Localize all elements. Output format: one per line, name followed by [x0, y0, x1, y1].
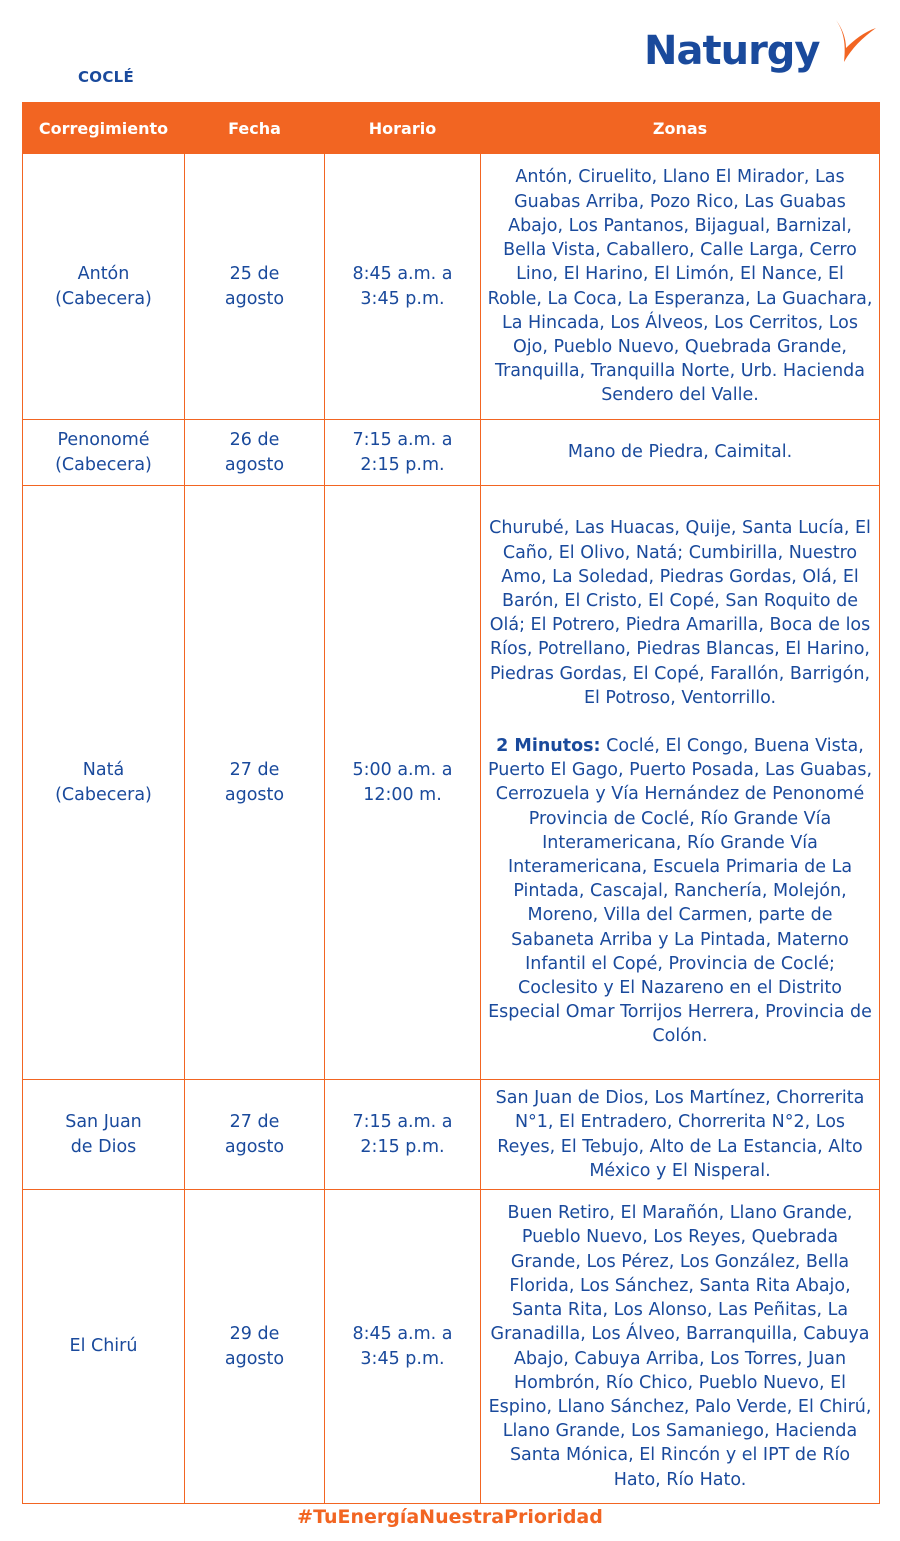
- cell-fecha: 29 de agosto: [185, 1190, 325, 1504]
- zonas-extra-text: Coclé, El Congo, Buena Vista, Puerto El Gago, Puerto Posada, Las Guabas, Cerrozuela y Vía Hernández de Penonomé Provincia de Coclé, Río Grande Vía Interamericana, Río Grande Vía Interamericana, Escuela Primaria de La Pintada, Cascajal, Ranchería, Molejón, Moreno, Villa del Carmen, parte de Sabaneta Arriba y La Pintada, Materno Infantil el Copé, Provincia de Coclé; Coclesito y El Nazareno en el Distrito Especial Omar Torrijos Herrera, Provincia de Colón.: [487, 735, 873, 1047]
- cell-horario: 7:15 a.m. a 2:15 p.m.: [325, 420, 481, 486]
- cell-horario: 7:15 a.m. a 2:15 p.m.: [325, 1080, 481, 1190]
- spacer: [487, 710, 873, 734]
- cell-horario: 8:45 a.m. a 3:45 p.m.: [325, 154, 481, 420]
- cell-corregimiento: Antón (Cabecera): [23, 154, 185, 420]
- footer-hashtag: #TuEnergíaNuestraPrioridad: [297, 1506, 603, 1528]
- table-row: [23, 154, 880, 420]
- table-row: [23, 486, 880, 1080]
- cell-zonas: Antón, Ciruelito, Llano El Mirador, Las Guabas Arriba, Pozo Rico, Las Guabas Abajo, Los Pantanos, Bijagual, Barnizal, Bella Vista, Caballero, Calle Larga, Cerro Lino, El Harino, El Limón, El Nance, El Roble, La Coca, La Esperanza, La Guachara, La Hincada, Los Álveos, Los Cerritos, Los Ojo, Pueblo Nuevo, Quebrada Grande, Tranquilla, Tranquilla Norte, Urb. Hacienda Sendero del Valle.: [481, 154, 880, 420]
- zonas-main-text: Churubé, Las Huacas, Quije, Santa Lucía, El Caño, El Olivo, Natá; Cumbirilla, Nuestro Amo, La Soledad, Piedras Gordas, Olá, El Barón, El Cristo, El Copé, San Roquito de Olá; El Potrero, Piedra Amarilla, Boca de los Ríos, Potrellano, Piedras Blancas, El Harino, Piedras Gordas, El Copé, Farallón, Barrigón, El Potroso, Ventorrillo.: [489, 518, 871, 708]
- cell-corregimiento: Natá (Cabecera): [23, 486, 185, 1080]
- butterfly-wing-icon: [830, 18, 880, 68]
- cell-corregimiento: Penonomé (Cabecera): [23, 420, 185, 486]
- naturgy-logo: [644, 18, 884, 88]
- cell-zonas: Buen Retiro, El Marañón, Llano Grande, Pueblo Nuevo, Los Reyes, Quebrada Grande, Los Pérez, Los González, Bella Florida, Los Sánchez, Santa Rita Abajo, Santa Rita, Los Alonso, Las Peñitas, La Granadilla, Los Álveo, Barranquilla, Cabuya Abajo, Cabuya Arriba, Los Torres, Juan Hombrón, Río Chico, Pueblo Nuevo, El Espino, Llano Sánchez, Palo Verde, El Chirú, Llano Grande, Los Samaniego, Hacienda Santa Mónica, El Rincón y el IPT de Río Hato, Río Hato.: [481, 1190, 880, 1504]
- cell-corregimiento: El Chirú: [23, 1190, 185, 1504]
- table-row: [23, 420, 880, 486]
- cell-zonas: San Juan de Dios, Los Martínez, Chorrerita N°1, El Entradero, Chorrerita N°2, Los Reyes, El Tebujo, Alto de La Estancia, Alto México y El Nisperal.: [481, 1080, 880, 1190]
- table-row: [23, 1080, 880, 1190]
- col-header-corregimiento: Corregimiento: [23, 103, 185, 154]
- zonas-extra: [487, 734, 873, 1049]
- cell-corregimiento: San Juan de Dios: [23, 1080, 185, 1190]
- region-title: COCLÉ: [78, 68, 135, 86]
- cell-zonas: [481, 486, 880, 1080]
- zonas-extra-label: 2 Minutos:: [496, 735, 601, 756]
- cell-fecha: 27 de agosto: [185, 1080, 325, 1190]
- col-header-horario: Horario: [325, 103, 481, 154]
- table-row: [23, 1190, 880, 1504]
- table-header-row: [23, 103, 880, 154]
- cell-horario: 8:45 a.m. a 3:45 p.m.: [325, 1190, 481, 1504]
- logo-wordmark: Naturgy: [644, 28, 820, 74]
- cell-fecha: 26 de agosto: [185, 420, 325, 486]
- cell-fecha: 25 de agosto: [185, 154, 325, 420]
- col-header-zonas: Zonas: [481, 103, 880, 154]
- cell-fecha: 27 de agosto: [185, 486, 325, 1080]
- cell-horario: 5:00 a.m. a 12:00 m.: [325, 486, 481, 1080]
- schedule-table: [22, 102, 880, 1504]
- cell-zonas: Mano de Piedra, Caimital.: [481, 420, 880, 486]
- col-header-fecha: Fecha: [185, 103, 325, 154]
